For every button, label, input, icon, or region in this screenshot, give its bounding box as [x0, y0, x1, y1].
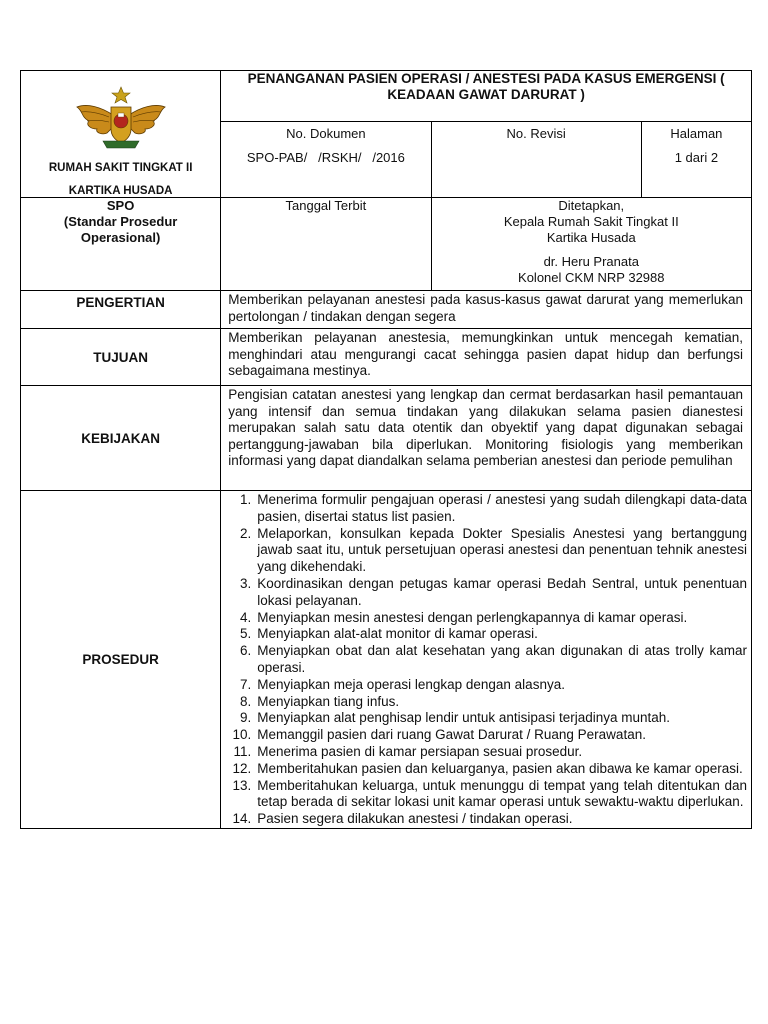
prosedur-step — [221, 761, 747, 778]
tujuan-text: Memberikan pelayanan anestesia, memungkinkan untuk mencegah kematian, menghindari atau mengurangi cacat sehingga pasien dapat hidup dan berfungsi sebagaimana mestinya. — [221, 329, 752, 386]
page-value: 1 dari 2 — [674, 150, 719, 166]
prosedur-step-number: 13. — [232, 777, 252, 793]
prosedur-step-number: 14. — [232, 811, 252, 827]
prosedur-step — [221, 576, 747, 610]
prosedur-step — [221, 610, 747, 627]
prosedur-step-number: 9. — [239, 710, 252, 726]
prosedur-step-number: 12. — [232, 760, 252, 776]
tujuan-label: TUJUAN — [21, 329, 221, 386]
approval-cell — [431, 198, 751, 291]
prosedur-step-number: 3. — [239, 575, 252, 591]
prosedur-step-text: Menyiapkan obat dan alat kesehatan yang akan digunakan di atas trolly kamar operasi. — [257, 643, 747, 675]
prosedur-step-number: 4. — [239, 609, 252, 625]
prosedur-step-text: Menyiapkan alat penghisap lendir untuk antisipasi terjadinya muntah. — [257, 710, 671, 726]
kebijakan-text: Pengisian catatan anestesi yang lengkap dan cermat berdasarkan hasil pemantauan yang intensif dan semua tindakan yang dilakukan selama pasien dianestesi merupakan salah satu data otentik dan obyektif yang dapat digunakan sebagai pertanggung-jawaban bila diperlukan. Monitoring fisiologis yang memberikan informasi yang dapat diandalkan selama pemberian anestesi dan periode pemulihan — [221, 386, 752, 491]
prosedur-step-number: 5. — [239, 626, 252, 642]
hospital-name: RUMAH SAKIT TINGKAT II — [48, 162, 193, 174]
prosedur-step-text: Menyiapkan alat-alat monitor di kamar operasi. — [257, 626, 538, 642]
prosedur-label: PROSEDUR — [21, 491, 221, 829]
prosedur-step-number: 7. — [239, 676, 252, 692]
prosedur-step-text: Koordinasikan dengan petugas kamar operasi Bedah Sentral, untuk penentuan lokasi pelayanan. — [257, 575, 747, 608]
prosedur-step-number: 1. — [239, 492, 252, 507]
prosedur-step — [221, 727, 747, 744]
prosedur-list — [221, 492, 751, 828]
prosedur-step-text: Menyiapkan tiang infus. — [257, 693, 400, 709]
prosedur-step-text: Melaporkan, konsulkan kepada Dokter Spesialis Anestesi yang bertanggung jawab saat itu, untuk persetujuan operasi anestesi dan penentuan tehnik anestesi yang dikehendaki. — [257, 525, 747, 575]
prosedur-step-text: Menerima pasien di kamar persiapan sesuai prosedur. — [257, 743, 583, 759]
issue-date-label: Tanggal Terbit — [285, 198, 367, 213]
prosedur-cell — [221, 491, 752, 829]
prosedur-step — [221, 694, 747, 711]
spo-subtitle-1: (Standar Prosedur — [63, 214, 178, 229]
prosedur-step — [221, 492, 747, 526]
hospital-identity-cell — [21, 71, 221, 198]
prosedur-step-number: 11. — [233, 743, 252, 759]
prosedur-step — [221, 778, 747, 812]
approval-position: Kepala Rumah Sakit Tingkat II — [503, 214, 679, 229]
pengertian-label: PENGERTIAN — [21, 291, 221, 329]
prosedur-step — [221, 643, 747, 677]
prosedur-step-text: Menyiapkan mesin anestesi dengan perlengkapannya di kamar operasi. — [257, 609, 688, 625]
prosedur-step-number: 6. — [239, 643, 252, 659]
eagle-emblem-logo — [73, 85, 169, 153]
prosedur-step-text: Memberitahukan keluarga, untuk menunggu di tempat yang telah ditentukan dan tetap berada di sekitar lokasi unit kamar operasi untuk sewaktu-waktu diperlukan. — [257, 777, 747, 810]
prosedur-step — [221, 811, 747, 828]
prosedur-step-text: Memberitahukan pasien dan keluarganya, pasien akan dibawa ke kamar operasi. — [257, 760, 743, 776]
prosedur-step-number: 10. — [232, 727, 252, 743]
spo-document-table — [20, 70, 752, 829]
spo-label-cell — [21, 198, 221, 291]
page-label: Halaman — [670, 126, 723, 142]
approval-institution: Kartika Husada — [546, 230, 636, 245]
spo-subtitle-2: Operasional) — [80, 230, 161, 245]
doc-number-cell — [221, 122, 431, 198]
prosedur-step — [221, 710, 747, 727]
doc-number-label: No. Dokumen — [286, 126, 366, 142]
hospital-subname: KARTIKA HUSADA — [68, 185, 173, 197]
kebijakan-label: KEBIJAKAN — [21, 386, 221, 491]
approval-heading: Ditetapkan, — [558, 198, 625, 213]
prosedur-step-text: Menerima formulir pengajuan operasi / anestesi yang sudah dilengkapi data-data pasien, disertai status list pasien. — [257, 492, 747, 524]
prosedur-step-text: Menyiapkan meja operasi lengkap dengan alasnya. — [257, 676, 565, 692]
spo-title: SPO — [106, 198, 135, 213]
prosedur-step — [221, 626, 747, 643]
prosedur-step — [221, 526, 747, 576]
prosedur-step-number: 2. — [239, 525, 252, 541]
issue-date-cell — [221, 198, 431, 291]
pengertian-text: Memberikan pelayanan anestesi pada kasus-kasus gawat darurat yang memerlukan pertolongan / tindakan dengan segera — [221, 291, 752, 329]
revision-cell — [431, 122, 641, 198]
prosedur-step — [221, 677, 747, 694]
prosedur-step-text: Pasien segera dilakukan anestesi / tindakan operasi. — [257, 811, 573, 827]
doc-number-value: SPO-PAB/ /RSKH/ /2016 — [246, 150, 405, 166]
prosedur-step-number: 8. — [239, 693, 252, 709]
prosedur-step — [221, 744, 747, 761]
page-cell — [641, 122, 751, 198]
revision-label: No. Revisi — [506, 126, 566, 142]
prosedur-step-text: Memanggil pasien dari ruang Gawat Darurat / Ruang Perawatan. — [257, 727, 646, 743]
document-title: PENANGANAN PASIEN OPERASI / ANESTESI PADA KASUS EMERGENSI ( KEADAAN GAWAT DARURAT ) — [221, 71, 752, 122]
signer-rank: Kolonel CKM NRP 32988 — [518, 270, 665, 285]
signer-name: dr. Heru Pranata — [543, 254, 639, 269]
